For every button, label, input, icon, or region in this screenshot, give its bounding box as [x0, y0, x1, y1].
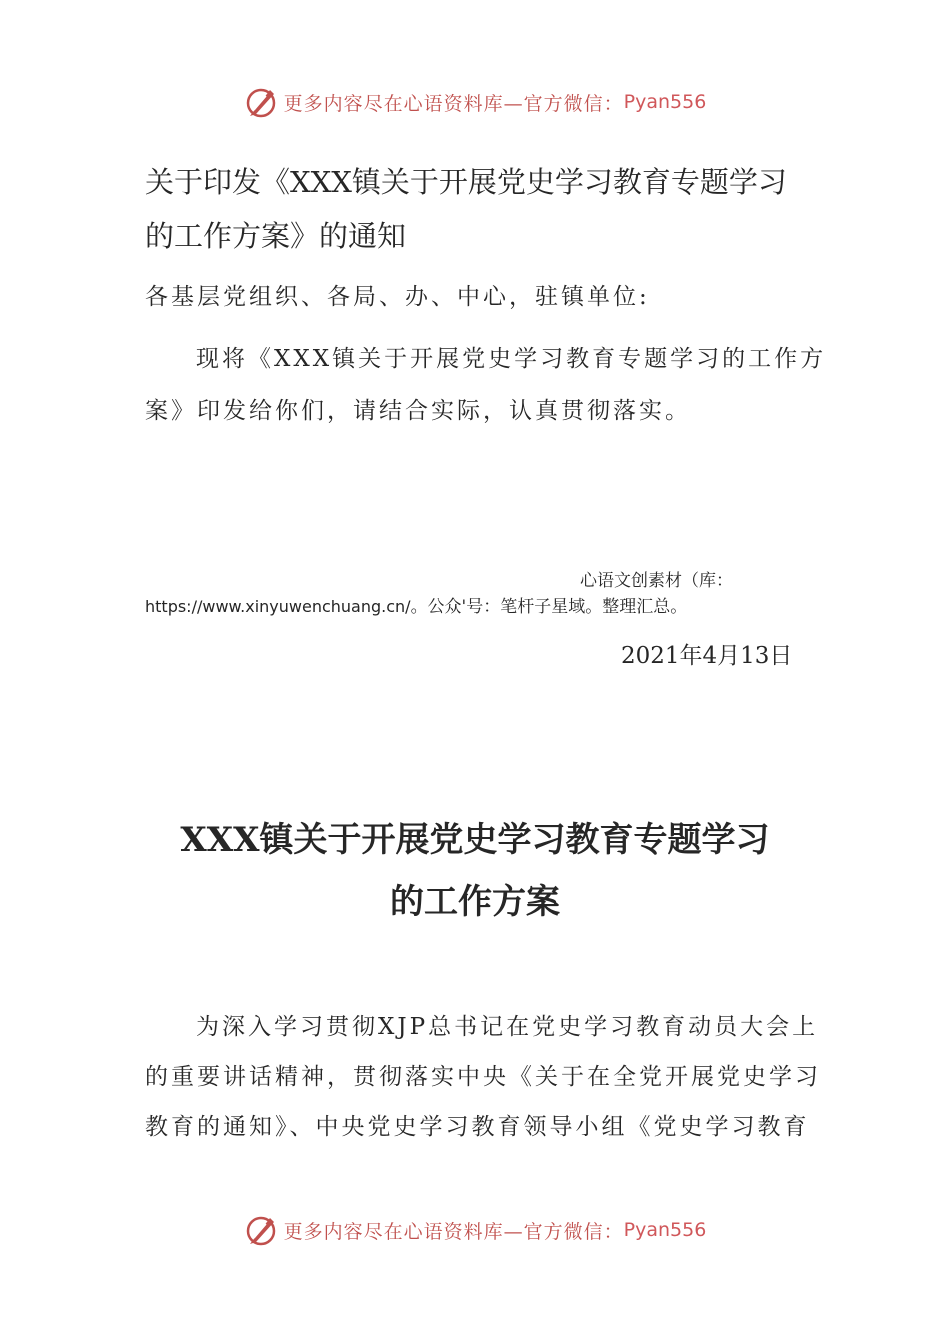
notice-paragraph-line2: 案》印发给你们，请结合实际，认真贯彻落实。	[145, 398, 691, 424]
watermark-banner-bottom	[0, 1210, 950, 1250]
source-note-tail: 。公众'号：笔杆子星域。整理汇总。	[410, 597, 688, 617]
source-note-line1: 心语文创素材（库：	[580, 571, 733, 591]
plan-heading-line1: XXX镇关于开展党史学习教育专题学习	[180, 820, 770, 860]
plan-body-line1: 为深入学习贯彻XJP总书记在党史学习教育动员大会上	[196, 1014, 819, 1040]
notice-title-line1: 关于印发《XXX镇关于开展党史学习教育专题学习	[145, 165, 787, 199]
watermark-account: Pyan556	[623, 1219, 707, 1241]
salutation: 各基层党组织、各局、办、中心，驻镇单位:	[145, 284, 650, 310]
quill-logo-icon	[244, 1212, 280, 1248]
watermark-text: 更多内容尽在心语资料库—官方微信：	[283, 1220, 624, 1243]
notice-title-line2: 的工作方案》的通知	[145, 219, 407, 253]
source-url[interactable]: https://www.xinyuwenchuang.cn/	[145, 597, 411, 616]
plan-body-line2: 的重要讲话精神，贯彻落实中央《关于在全党开展党史学习	[145, 1064, 821, 1090]
plan-body-line3: 教育的通知》、中央党史学习教育领导小组《党史学习教育	[145, 1114, 810, 1140]
notice-paragraph-line1: 现将《XXX镇关于开展党史学习教育专题学习的工作方	[196, 346, 827, 372]
watermark-text: 更多内容尽在心语资料库—官方微信：	[283, 92, 624, 115]
quill-logo-icon	[244, 84, 280, 120]
watermark-banner-top	[0, 82, 950, 122]
notice-date: 2021年4月13日	[621, 643, 793, 669]
source-note-line2	[145, 592, 687, 617]
plan-heading-line2: 的工作方案	[390, 882, 560, 922]
watermark-account: Pyan556	[623, 91, 707, 113]
